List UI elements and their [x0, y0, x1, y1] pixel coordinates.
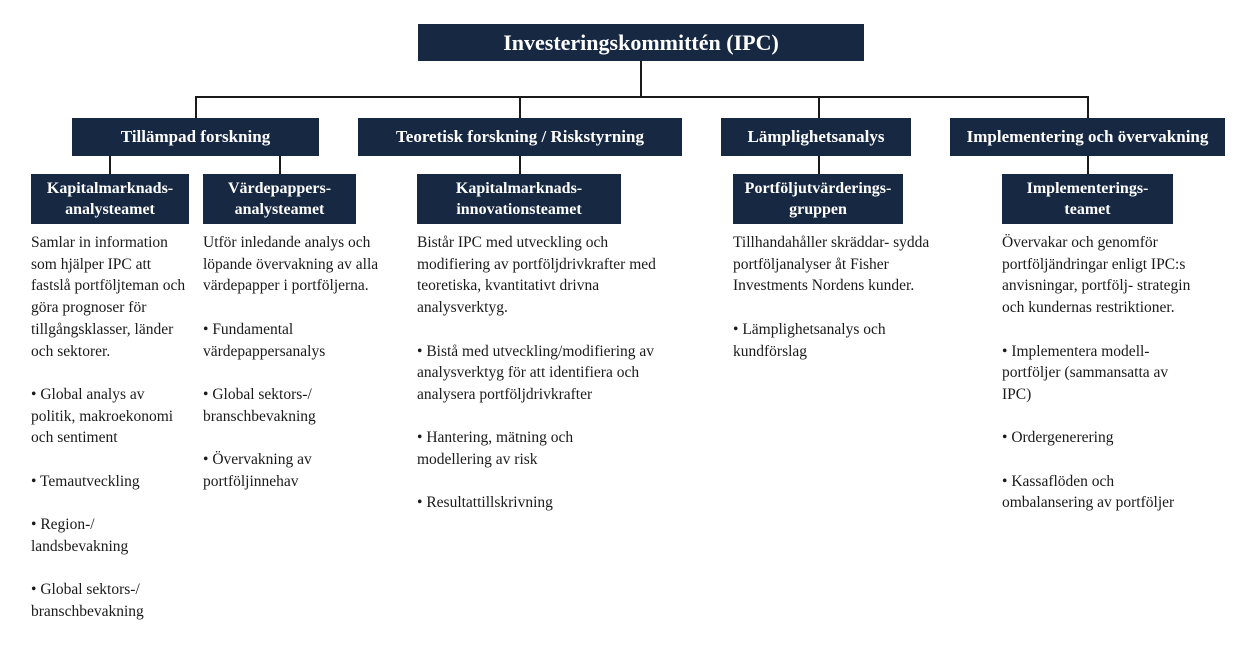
team-label-line1: Värdepappers- — [227, 180, 332, 197]
bullet-icon: • — [1002, 472, 1012, 490]
bullet-item — [203, 319, 343, 362]
bullet-text: Global sektors-/ branschbevakning — [203, 385, 316, 425]
team-label-line2: innovationsteamet — [456, 201, 582, 218]
bullet-text: Global sektors-/ branschbevakning — [31, 581, 144, 620]
bullet-item — [31, 579, 191, 622]
bullet-icon: • — [31, 385, 41, 403]
bullet-icon: • — [203, 385, 213, 403]
bullet-icon: • — [733, 320, 743, 338]
team-text-column — [733, 232, 938, 384]
team-label-line2: gruppen — [789, 201, 847, 218]
bullet-item — [31, 471, 191, 493]
team-text-column — [1002, 232, 1202, 536]
connector-root-down — [640, 60, 642, 97]
connector-team2 — [279, 155, 281, 175]
connector-horizontal — [195, 96, 1088, 98]
bullet-text: Ordergenerering — [1011, 429, 1114, 447]
connector-team4 — [818, 155, 820, 175]
team-box-capital-markets-innovation — [417, 174, 621, 224]
bullet-text: Fundamental värdepappersanalys — [203, 320, 326, 360]
bullet-text: Temautveckling — [40, 472, 140, 490]
bullet-icon: • — [1002, 429, 1012, 447]
bullet-item — [31, 384, 191, 449]
team-text-column — [417, 232, 687, 536]
bullet-item — [417, 492, 687, 514]
bullet-icon: • — [417, 429, 427, 447]
team-label-line1: Implementerings- — [1026, 180, 1149, 197]
bullet-text: Hantering, mätning och modellering av risk — [417, 429, 574, 468]
team-label-line2: analysteamet — [65, 201, 155, 218]
bullet-item — [417, 341, 687, 406]
team-label-line1: Kapitalmarknads- — [46, 180, 174, 197]
connector-team5 — [1087, 155, 1089, 175]
dept-theoretical-research: Teoretisk forskning / Riskstyrning — [358, 118, 682, 156]
bullet-item — [203, 449, 343, 492]
team-box-implementation — [1002, 174, 1173, 224]
bullet-icon: • — [417, 494, 427, 512]
team-label-line1: Portföljutvärderings- — [744, 180, 892, 197]
bullet-text: Resultattillskrivning — [426, 494, 553, 512]
bullet-item — [1002, 471, 1202, 514]
bullet-text: Övervakning av portföljinnehav — [203, 450, 312, 490]
bullet-text: Bistå med utveckling/modifiering av analysverktyg för att identifiera och analysera portföljdrivkrafter — [417, 342, 655, 403]
bullet-item — [31, 514, 141, 557]
bullet-text: Region-/ landsbevakning — [31, 516, 129, 555]
team-box-securities-analysis — [203, 174, 356, 224]
team-box-capital-markets-analysis — [31, 174, 189, 224]
bullet-item — [733, 319, 918, 362]
dept-implementation: Implementering och övervakning — [950, 118, 1225, 156]
bullet-icon: • — [31, 581, 41, 599]
connector-dept3 — [818, 96, 820, 119]
team-label-line1: Kapitalmarknads- — [455, 180, 583, 197]
team-description: Övervakar och genomför portföljändringar enligt IPC:s anvisningar, portfölj- strategin och kundernas restriktioner. — [1002, 234, 1191, 317]
bullet-text: Global analys av politik, makroekonomi och sentiment — [31, 385, 174, 447]
team-description: Samlar in information som hjälper IPC att fastslå portföljteman och göra prognoser för tillgångsklasser, länder och sektorer. — [31, 234, 186, 360]
team-text-column — [203, 232, 383, 514]
bullet-text: Implementera modell- portföljer (sammansatta av IPC) — [1002, 342, 1169, 403]
bullet-item — [1002, 341, 1177, 406]
root-box: Investeringskommittén (IPC) — [418, 24, 864, 61]
team-description: Utför inledande analys och löpande övervakning av alla värdepapper i portföljerna. — [203, 234, 379, 295]
team-description: Tillhandahåller skräddar- sydda portföljanalyser åt Fisher Investments Nordens kunder. — [733, 234, 930, 295]
bullet-item — [417, 427, 617, 470]
bullet-icon: • — [417, 342, 427, 360]
connector-dept2 — [519, 96, 521, 119]
team-label-line2: teamet — [1064, 201, 1111, 218]
dept-applied-research: Tillämpad forskning — [72, 118, 319, 156]
bullet-icon: • — [31, 472, 41, 490]
connector-dept1 — [195, 96, 197, 119]
connector-dept4 — [1087, 96, 1089, 119]
connector-team3 — [519, 155, 521, 175]
team-box-portfolio-evaluation — [733, 174, 903, 224]
bullet-icon: • — [31, 516, 41, 534]
bullet-item — [1002, 427, 1202, 449]
team-label-line2: analysteamet — [234, 201, 325, 218]
connector-team1 — [109, 155, 111, 175]
dept-suitability: Lämplighetsanalys — [721, 118, 911, 156]
team-text-column — [31, 232, 191, 644]
bullet-icon: • — [203, 320, 213, 338]
bullet-item — [203, 384, 343, 427]
bullet-text: Lämplighetsanalys och kundförslag — [733, 320, 886, 360]
bullet-icon: • — [203, 450, 213, 468]
team-description: Bistår IPC med utveckling och modifiering av portföljdrivkrafter med teoretiska, kvantitativt drivna analysverktyg. — [417, 234, 656, 317]
bullet-icon: • — [1002, 342, 1012, 360]
bullet-text: Kassaflöden och ombalansering av portföljer — [1002, 472, 1175, 512]
